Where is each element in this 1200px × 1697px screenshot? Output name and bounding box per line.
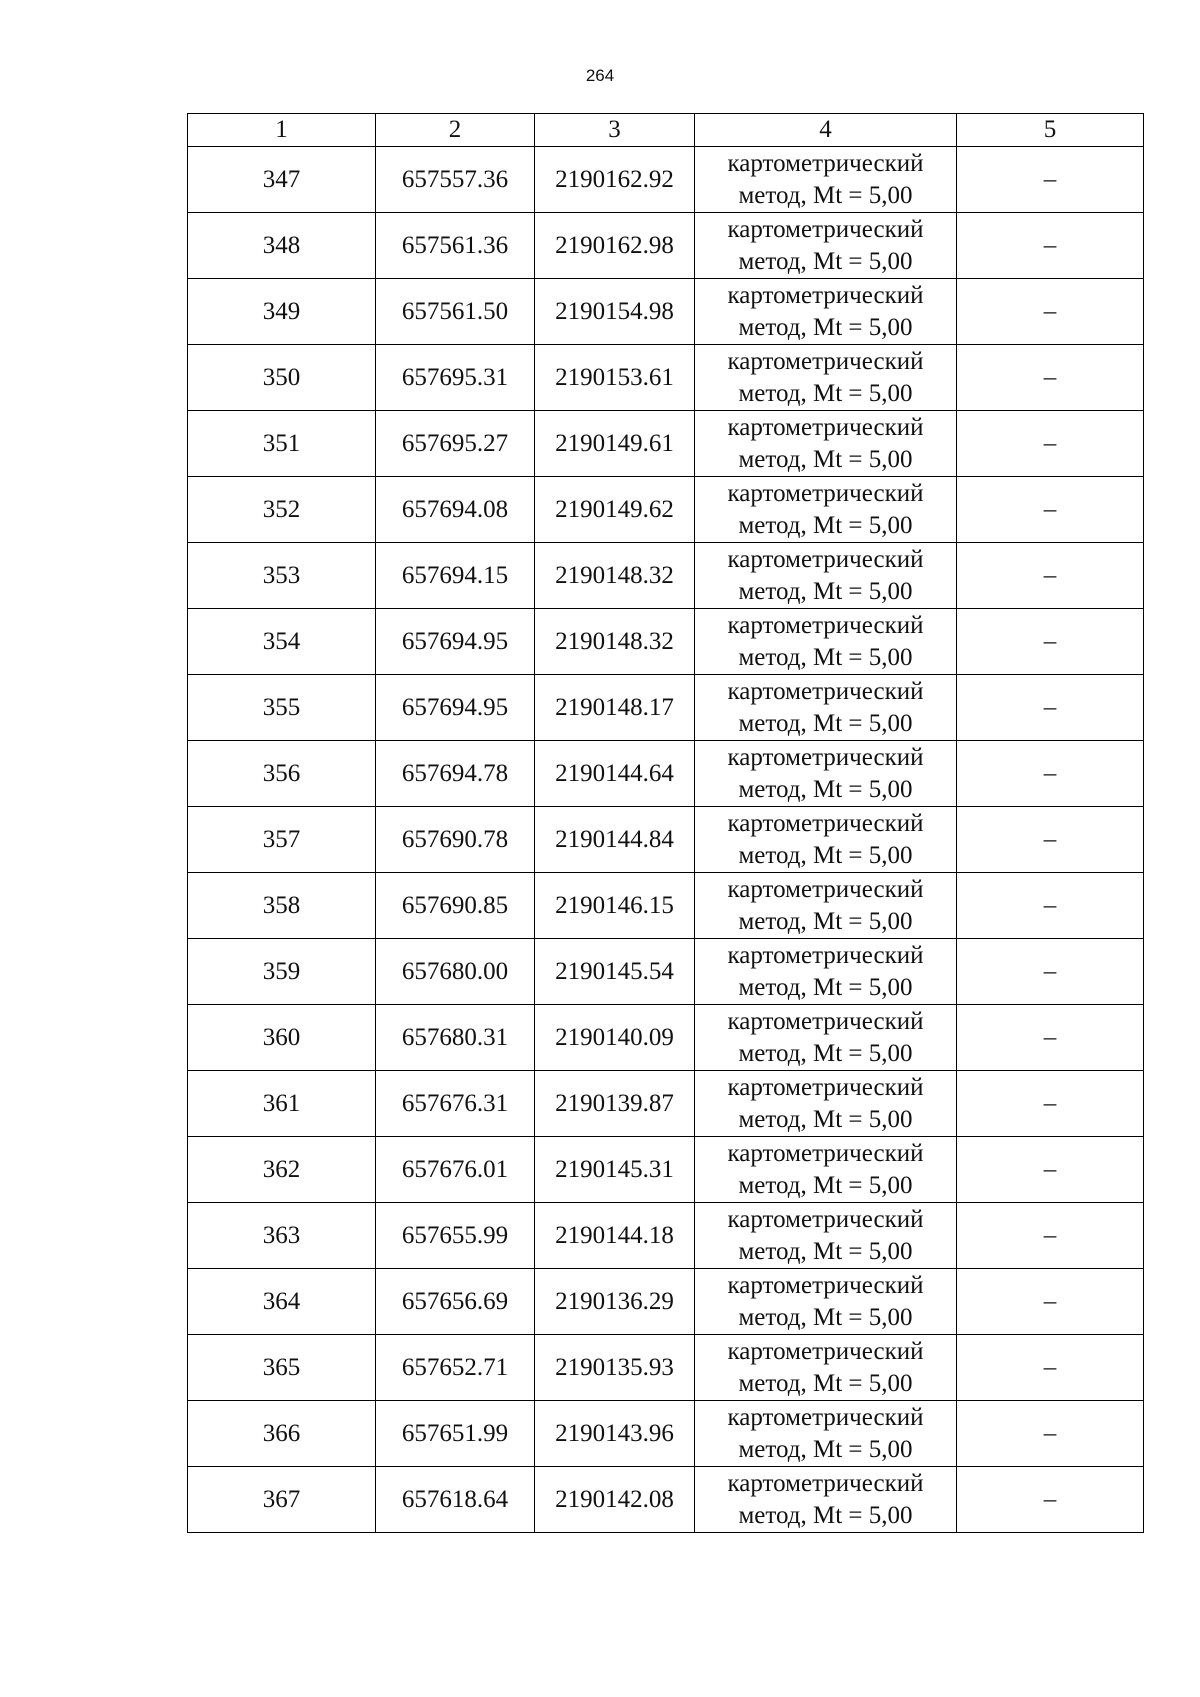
y-coordinate-cell: 2190149.61 [535, 411, 695, 477]
table-row [188, 609, 1144, 675]
y-coordinate-cell: 2190146.15 [535, 873, 695, 939]
x-coordinate-cell: 657695.31 [376, 345, 535, 411]
method-line-2: метод, Mt = 5,00 [738, 973, 913, 1001]
method-cell [695, 1071, 957, 1137]
x-coordinate-cell: 657694.95 [376, 609, 535, 675]
x-coordinate-cell: 657676.31 [376, 1071, 535, 1137]
x-coordinate-cell: 657561.36 [376, 213, 535, 279]
method-line-2: метод, Mt = 5,00 [738, 907, 913, 935]
x-coordinate-cell: 657557.36 [376, 147, 535, 213]
x-coordinate-cell: 657651.99 [376, 1401, 535, 1467]
table-row [188, 543, 1144, 609]
method-line-2: метод, Mt = 5,00 [738, 1303, 913, 1331]
method-line-1: картометрический [727, 545, 924, 573]
point-number-cell: 355 [188, 675, 376, 741]
point-number-cell: 350 [188, 345, 376, 411]
y-coordinate-cell: 2190162.92 [535, 147, 695, 213]
method-line-1: картометрический [727, 1337, 924, 1365]
note-cell: – [957, 543, 1144, 609]
table-row [188, 213, 1144, 279]
note-cell: – [957, 279, 1144, 345]
method-line-1: картометрический [727, 1073, 924, 1101]
method-cell [695, 411, 957, 477]
method-line-1: картометрический [727, 1139, 924, 1167]
y-coordinate-cell: 2190140.09 [535, 1005, 695, 1071]
point-number-cell: 367 [188, 1467, 376, 1533]
method-cell [695, 1335, 957, 1401]
point-number-cell: 366 [188, 1401, 376, 1467]
note-cell: – [957, 609, 1144, 675]
method-cell [695, 939, 957, 1005]
column-header-5: 5 [957, 114, 1144, 147]
y-coordinate-cell: 2190144.84 [535, 807, 695, 873]
note-cell: – [957, 939, 1144, 1005]
note-cell: – [957, 741, 1144, 807]
method-cell [695, 477, 957, 543]
table-row [188, 477, 1144, 543]
method-line-1: картометрический [727, 875, 924, 903]
point-number-cell: 365 [188, 1335, 376, 1401]
column-header-3: 3 [535, 114, 695, 147]
y-coordinate-cell: 2190144.64 [535, 741, 695, 807]
method-cell [695, 543, 957, 609]
method-line-1: картометрический [727, 809, 924, 837]
method-line-1: картометрический [727, 149, 924, 177]
point-number-cell: 364 [188, 1269, 376, 1335]
table-row [188, 873, 1144, 939]
method-line-2: метод, Mt = 5,00 [738, 511, 913, 539]
method-line-1: картометрический [727, 479, 924, 507]
point-number-cell: 357 [188, 807, 376, 873]
y-coordinate-cell: 2190145.31 [535, 1137, 695, 1203]
table-row [188, 411, 1144, 477]
method-line-1: картометрический [727, 413, 924, 441]
x-coordinate-cell: 657618.64 [376, 1467, 535, 1533]
method-line-1: картометрический [727, 743, 924, 771]
table-header [188, 114, 1144, 147]
method-line-2: метод, Mt = 5,00 [738, 247, 913, 275]
y-coordinate-cell: 2190136.29 [535, 1269, 695, 1335]
y-coordinate-cell: 2190148.17 [535, 675, 695, 741]
column-header-4: 4 [695, 114, 957, 147]
x-coordinate-cell: 657690.78 [376, 807, 535, 873]
method-line-2: метод, Mt = 5,00 [738, 643, 913, 671]
x-coordinate-cell: 657694.78 [376, 741, 535, 807]
method-line-1: картометрический [727, 1403, 924, 1431]
x-coordinate-cell: 657655.99 [376, 1203, 535, 1269]
y-coordinate-cell: 2190154.98 [535, 279, 695, 345]
column-header-1: 1 [188, 114, 376, 147]
note-cell: – [957, 1401, 1144, 1467]
method-line-2: метод, Mt = 5,00 [738, 181, 913, 209]
method-line-2: метод, Mt = 5,00 [738, 775, 913, 803]
point-number-cell: 356 [188, 741, 376, 807]
x-coordinate-cell: 657694.15 [376, 543, 535, 609]
method-line-2: метод, Mt = 5,00 [738, 445, 913, 473]
header-row [188, 114, 1144, 147]
method-cell [695, 213, 957, 279]
method-line-2: метод, Mt = 5,00 [738, 577, 913, 605]
table-row [188, 939, 1144, 1005]
note-cell: – [957, 411, 1144, 477]
point-number-cell: 352 [188, 477, 376, 543]
y-coordinate-cell: 2190145.54 [535, 939, 695, 1005]
coordinates-table [187, 113, 1144, 1533]
y-coordinate-cell: 2190148.32 [535, 609, 695, 675]
method-line-1: картометрический [727, 215, 924, 243]
y-coordinate-cell: 2190143.96 [535, 1401, 695, 1467]
table-row [188, 345, 1144, 411]
table-row [188, 279, 1144, 345]
method-line-1: картометрический [727, 1271, 924, 1299]
method-line-2: метод, Mt = 5,00 [738, 1501, 913, 1529]
page-number: 264 [585, 66, 615, 85]
y-coordinate-cell: 2190135.93 [535, 1335, 695, 1401]
y-coordinate-cell: 2190149.62 [535, 477, 695, 543]
note-cell: – [957, 1137, 1144, 1203]
point-number-cell: 361 [188, 1071, 376, 1137]
method-cell [695, 741, 957, 807]
method-cell [695, 279, 957, 345]
method-line-1: картометрический [727, 611, 924, 639]
column-header-2: 2 [376, 114, 535, 147]
y-coordinate-cell: 2190139.87 [535, 1071, 695, 1137]
note-cell: – [957, 1467, 1144, 1533]
method-cell [695, 1203, 957, 1269]
note-cell: – [957, 1071, 1144, 1137]
note-cell: – [957, 1335, 1144, 1401]
method-line-2: метод, Mt = 5,00 [738, 1171, 913, 1199]
point-number-cell: 348 [188, 213, 376, 279]
note-cell: – [957, 873, 1144, 939]
point-number-cell: 358 [188, 873, 376, 939]
point-number-cell: 362 [188, 1137, 376, 1203]
method-line-1: картометрический [727, 677, 924, 705]
table-row [188, 1467, 1144, 1533]
table-row [188, 807, 1144, 873]
method-cell [695, 807, 957, 873]
point-number-cell: 359 [188, 939, 376, 1005]
method-cell [695, 609, 957, 675]
note-cell: – [957, 1269, 1144, 1335]
table-row [188, 1269, 1144, 1335]
table-row [188, 675, 1144, 741]
x-coordinate-cell: 657680.00 [376, 939, 535, 1005]
method-cell [695, 1269, 957, 1335]
note-cell: – [957, 213, 1144, 279]
method-cell [695, 345, 957, 411]
method-cell [695, 1137, 957, 1203]
table-row [188, 1005, 1144, 1071]
point-number-cell: 347 [188, 147, 376, 213]
method-line-2: метод, Mt = 5,00 [738, 709, 913, 737]
note-cell: – [957, 345, 1144, 411]
y-coordinate-cell: 2190148.32 [535, 543, 695, 609]
method-line-2: метод, Mt = 5,00 [738, 841, 913, 869]
table-row [188, 1203, 1144, 1269]
y-coordinate-cell: 2190142.08 [535, 1467, 695, 1533]
x-coordinate-cell: 657652.71 [376, 1335, 535, 1401]
note-cell: – [957, 807, 1144, 873]
method-line-2: метод, Mt = 5,00 [738, 379, 913, 407]
table-row [188, 741, 1144, 807]
method-line-2: метод, Mt = 5,00 [738, 1369, 913, 1397]
table-row [188, 1401, 1144, 1467]
x-coordinate-cell: 657694.95 [376, 675, 535, 741]
method-line-2: метод, Mt = 5,00 [738, 1105, 913, 1133]
method-cell [695, 1401, 957, 1467]
x-coordinate-cell: 657694.08 [376, 477, 535, 543]
point-number-cell: 354 [188, 609, 376, 675]
table-row [188, 1335, 1144, 1401]
x-coordinate-cell: 657561.50 [376, 279, 535, 345]
note-cell: – [957, 1005, 1144, 1071]
note-cell: – [957, 1203, 1144, 1269]
table-row [188, 147, 1144, 213]
method-line-1: картометрический [727, 1205, 924, 1233]
method-line-1: картометрический [727, 1007, 924, 1035]
method-line-1: картометрический [727, 347, 924, 375]
y-coordinate-cell: 2190162.98 [535, 213, 695, 279]
y-coordinate-cell: 2190144.18 [535, 1203, 695, 1269]
note-cell: – [957, 675, 1144, 741]
method-line-2: метод, Mt = 5,00 [738, 1039, 913, 1067]
method-line-2: метод, Mt = 5,00 [738, 1435, 913, 1463]
table-body [188, 147, 1144, 1533]
method-line-1: картометрический [727, 281, 924, 309]
table-row [188, 1071, 1144, 1137]
y-coordinate-cell: 2190153.61 [535, 345, 695, 411]
x-coordinate-cell: 657676.01 [376, 1137, 535, 1203]
x-coordinate-cell: 657656.69 [376, 1269, 535, 1335]
method-line-1: картометрический [727, 941, 924, 969]
point-number-cell: 351 [188, 411, 376, 477]
x-coordinate-cell: 657695.27 [376, 411, 535, 477]
method-cell [695, 675, 957, 741]
method-line-2: метод, Mt = 5,00 [738, 313, 913, 341]
method-cell [695, 873, 957, 939]
method-line-2: метод, Mt = 5,00 [738, 1237, 913, 1265]
x-coordinate-cell: 657680.31 [376, 1005, 535, 1071]
point-number-cell: 349 [188, 279, 376, 345]
method-cell [695, 1005, 957, 1071]
note-cell: – [957, 477, 1144, 543]
method-cell [695, 147, 957, 213]
table-row [188, 1137, 1144, 1203]
method-line-1: картометрический [727, 1469, 924, 1497]
x-coordinate-cell: 657690.85 [376, 873, 535, 939]
point-number-cell: 363 [188, 1203, 376, 1269]
point-number-cell: 353 [188, 543, 376, 609]
point-number-cell: 360 [188, 1005, 376, 1071]
method-cell [695, 1467, 957, 1533]
note-cell: – [957, 147, 1144, 213]
